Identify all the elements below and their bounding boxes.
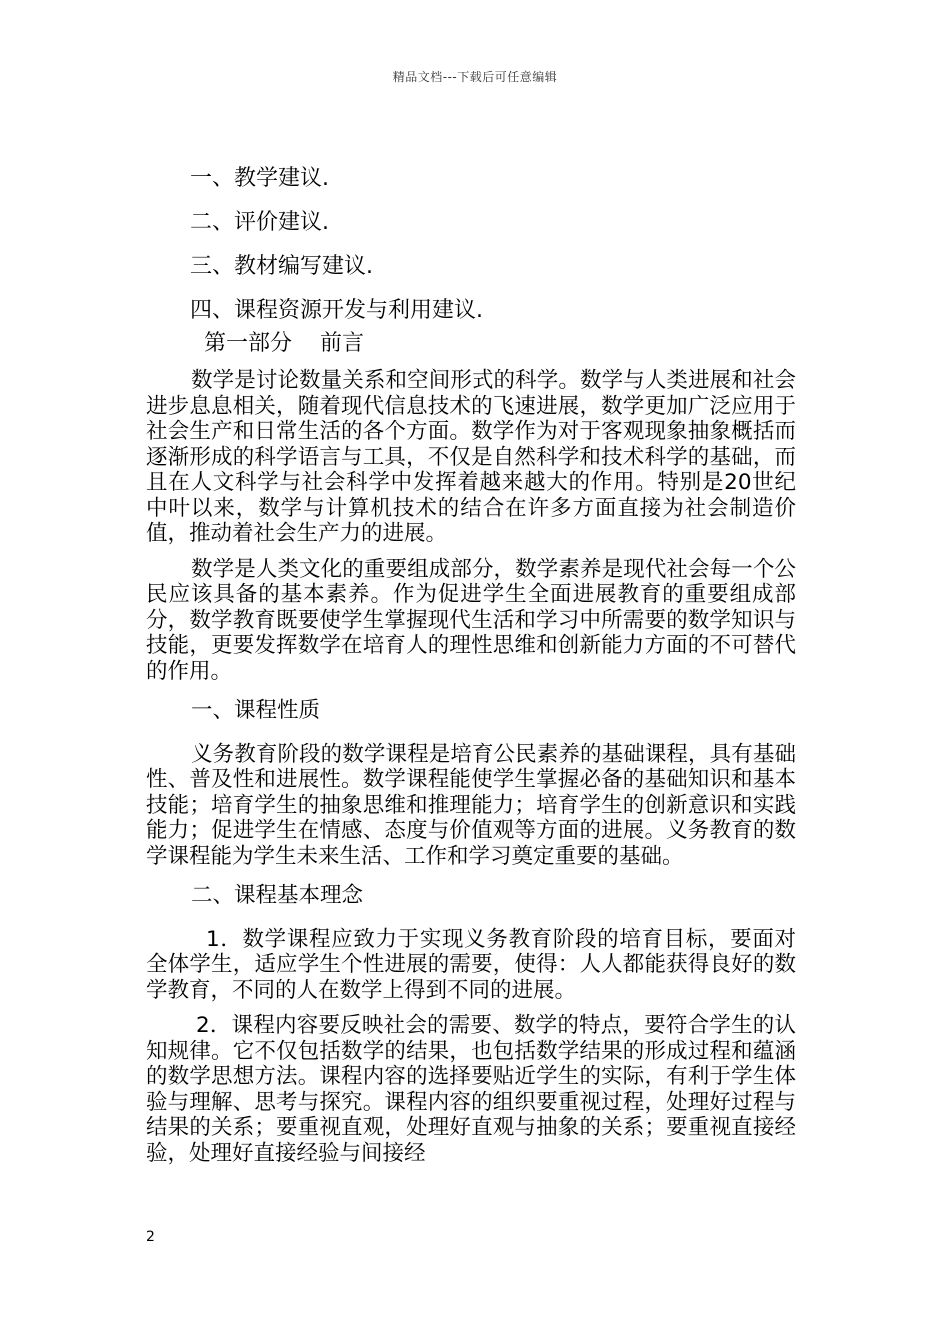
document-body (146, 368, 796, 1176)
section-title-text: 前言 (320, 331, 365, 356)
toc-item-textbook: 三、教材编写建议. (190, 254, 373, 279)
section-part-label: 第一部分 (204, 331, 293, 356)
paragraph-course-nature: 义务教育阶段的数学课程是培育公民素养的基础课程，具有基础性、普及性和进展性。数学课程能使学生掌握必备的基础知识和基本技能；培育学生的抽象思维和推理能力；培育学生的创新意识和实践能力；促进学生在情感、态度与价值观等方面的进展。义务教育的数学课程能为学生未来生活、工作和学习奠定重要的基础。 (146, 741, 796, 869)
numbered-item-2: 2．课程内容要反映社会的需要、数学的特点，要符合学生的认知规律。它不仅包括数学的结果，也包括数学结果的形成过程和蕴涵的数学思想方法。课程内容的选择要贴近学生的实际，有利于学生体验与理解、思考与探究。课程内容的组织要重视过程，处理好过程与结果的关系；要重视直观，处理好直观与抽象的关系；要重视直接经验，处理好直接经验与间接经 (146, 1013, 796, 1166)
table-of-contents (190, 162, 483, 338)
toc-item-evaluation: 二、评价建议. (190, 210, 329, 235)
page-number: 2 (146, 1229, 155, 1245)
section-title (204, 326, 364, 357)
heading-course-nature: 一、课程性质 (191, 698, 321, 723)
paragraph-culture: 数学是人类文化的重要组成部分，数学素养是现代社会每一个公民应该具备的基本素养。作为促进学生全面进展教育的重要组成部分，数学教育既要使学生掌握现代生活和学习中所需要的数学知识与技能，更要发挥数学在培育人的理性思维和创新能力方面的不可替代的作用。 (146, 556, 796, 684)
toc-item-resources: 四、课程资源开发与利用建议. (190, 298, 483, 323)
toc-item-teaching: 一、教学建议. (190, 166, 329, 191)
paragraph-intro: 数学是讨论数量关系和空间形式的科学。数学与人类进展和社会进步息息相关，随着现代信息技术的飞速进展，数学更加广泛应用于社会生产和日常生活的各个方面。数学作为对于客观现象抽象概括而逐渐形成的科学语言与工具，不仅是自然科学和技术科学的基础，而且在人文科学与社会科学中发挥着越来越大的作用。特别是20世纪中叶以来，数学与计算机技术的结合在许多方面直接为社会制造价值，推动着社会生产力的进展。 (146, 368, 796, 546)
page-header: 精品文档---下载后可任意编辑 (392, 70, 558, 84)
numbered-item-1: 1．数学课程应致力于实现义务教育阶段的培育目标，要面对全体学生，适应学生个性进展的需要，使得：人人都能获得良好的数学教育，不同的人在数学上得到不同的进展。 (146, 926, 796, 1003)
heading-basic-concepts: 二、课程基本理念 (191, 883, 364, 908)
